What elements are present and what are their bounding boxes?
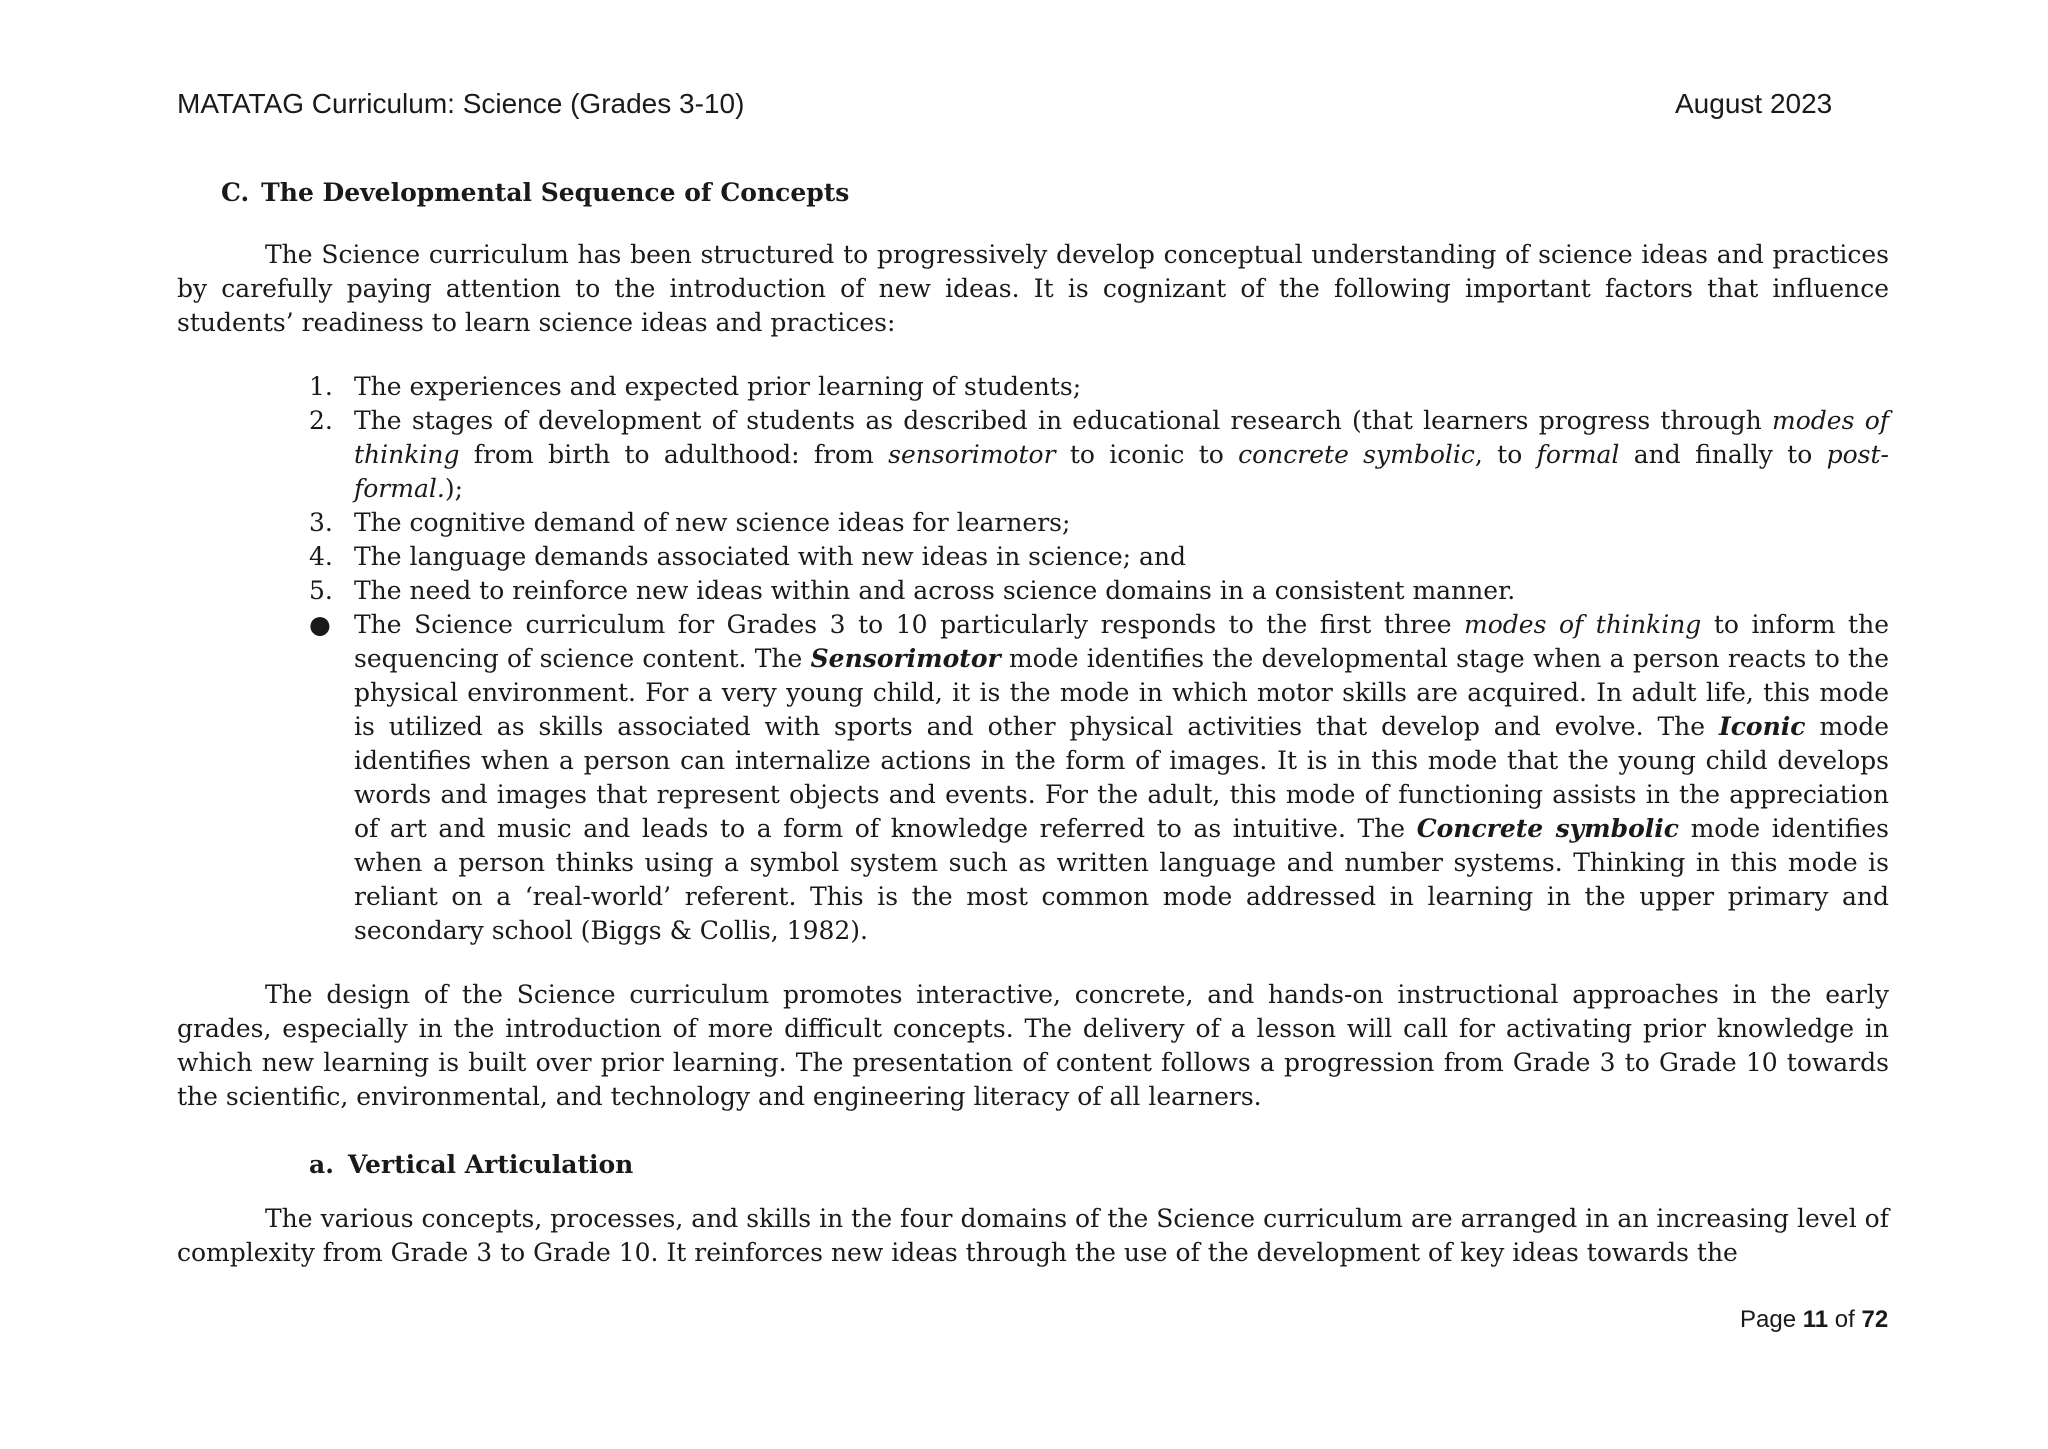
list-item: [177, 404, 1889, 506]
page-content: [177, 176, 1889, 1270]
list-item: [177, 370, 1889, 404]
page-number: 11: [1802, 1306, 1829, 1333]
vertical-articulation-paragraph: The various concepts, processes, and skills in the four domains of the Science curriculum are arranged in an increasing level of complexity from Grade 3 to Grade 10. It reinforces new ideas through the use of the development of key ideas towards the: [177, 1204, 1889, 1267]
subsection-heading: [309, 1148, 1889, 1182]
of-word: of: [1834, 1306, 1855, 1333]
list-number: 2.: [309, 406, 333, 435]
page-total: 72: [1861, 1306, 1889, 1333]
page-word: Page: [1740, 1306, 1797, 1333]
list-item-text: The cognitive demand of new science ideas for learners;: [354, 508, 1071, 537]
intro-paragraph: The Science curriculum has been structured to progressively develop conceptual understanding of science ideas and practices by carefully paying attention to the introduction of new ideas. It is cognizant of the following important factors that influence students’ readiness to learn science ideas and practices:: [177, 240, 1889, 337]
document-date: August 2023: [1675, 88, 1833, 119]
subsection-title: Vertical Articulation: [347, 1150, 634, 1179]
subsection-letter: a.: [309, 1150, 334, 1179]
section-heading: [221, 176, 1889, 210]
page-footer: [1740, 1306, 1888, 1334]
list-item-bullet: [177, 608, 1889, 948]
list-item-text: The need to reinforce new ideas within and across science domains in a consistent manner.: [354, 576, 1516, 605]
bullet-icon: ●: [309, 610, 331, 639]
list-number: 4.: [309, 542, 333, 571]
list-number: 3.: [309, 508, 333, 537]
list-item-text: The experiences and expected prior learning of students;: [354, 372, 1082, 401]
design-paragraph: The design of the Science curriculum promotes interactive, concrete, and hands-on instructional approaches in the early grades, especially in the introduction of more difficult concepts. The delivery of a lesson will call for activating prior knowledge in which new learning is built over prior learning. The presentation of content follows a progression from Grade 3 to Grade 10 towards the scientific, environmental, and technology and engineering literacy of all learners.: [177, 980, 1889, 1111]
list-number: 1.: [309, 372, 333, 401]
list-item: [177, 574, 1889, 608]
section-title: The Developmental Sequence of Concepts: [261, 178, 850, 207]
document-title: MATATAG Curriculum: Science (Grades 3-10): [177, 88, 745, 119]
section-letter: C.: [221, 178, 250, 207]
factors-list: [177, 370, 1889, 948]
list-item-text: The language demands associated with new ideas in science; and: [354, 542, 1187, 571]
list-item: [177, 540, 1889, 574]
list-item: [177, 506, 1889, 540]
list-item-text: The stages of development of students as described in educational research (that learners progress through modes of thinking from birth to adulthood: from sensorimotor to iconic to concrete symbolic, to formal and finally to post-formal.);: [354, 406, 1889, 503]
bullet-text: The Science curriculum for Grades 3 to 10 particularly responds to the first three modes of thinking to inform the sequencing of science content. The Sensorimotor mode identifies the developmental stage when a person reacts to the physical environment. For a very young child, it is the mode in which motor skills are acquired. In adult life, this mode is utilized as skills associated with sports and other physical activities that develop and evolve. The Iconic mode identifies when a person can internalize actions in the form of images. It is in this mode that the young child develops words and images that represent objects and events. For the adult, this mode of functioning assists in the appreciation of art and music and leads to a form of knowledge referred to as intuitive. The Concrete symbolic mode identifies when a person thinks using a symbol system such as written language and number systems. Thinking in this mode is reliant on a ‘real-world’ referent. This is the most common mode addressed in learning in the upper primary and secondary school (Biggs & Collis, 1982).: [354, 610, 1890, 945]
list-number: 5.: [309, 576, 333, 605]
